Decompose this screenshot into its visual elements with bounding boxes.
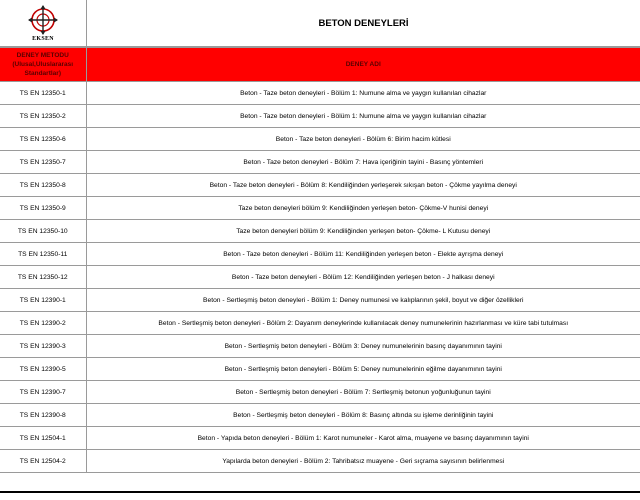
test-method-cell[interactable]: TS EN 12504-1 <box>0 427 86 450</box>
test-method-cell[interactable]: TS EN 12504-2 <box>0 450 86 473</box>
test-name-cell[interactable]: Yapılarda beton deneyleri - Bölüm 2: Tahribatsız muayene - Geri sıçrama sayısının belirlenmesi <box>86 450 640 473</box>
header-name: DENEY ADI <box>86 48 640 82</box>
table-row <box>0 105 640 128</box>
test-name-cell[interactable]: Beton - Sertleşmiş beton deneyleri - Bölüm 7: Sertleşmiş betonun yoğunluğunun tayini <box>86 381 640 404</box>
table-row <box>0 335 640 358</box>
table-row <box>0 381 640 404</box>
tests-table <box>0 47 640 473</box>
test-method-cell[interactable]: TS EN 12350-2 <box>0 105 86 128</box>
table-row <box>0 289 640 312</box>
table-row <box>0 450 640 473</box>
test-method-cell[interactable]: TS EN 12350-1 <box>0 82 86 105</box>
test-method-cell[interactable]: TS EN 12350-8 <box>0 174 86 197</box>
test-method-cell[interactable]: TS EN 12390-7 <box>0 381 86 404</box>
page-title: BETON DENEYLERİ <box>318 17 409 29</box>
test-name-cell[interactable]: Beton - Sertleşmiş beton deneyleri - Bölüm 2: Dayanım deneylerinde kullanılacak deney numunelerinin hazırlanması ve küre tabi tutulması <box>86 312 640 335</box>
test-method-cell[interactable]: TS EN 12350-9 <box>0 197 86 220</box>
test-method-cell[interactable]: TS EN 12350-11 <box>0 243 86 266</box>
title-row <box>0 0 640 47</box>
test-method-cell[interactable]: TS EN 12350-6 <box>0 128 86 151</box>
test-name-cell[interactable]: Beton - Sertleşmiş beton deneyleri - Bölüm 8: Basınç altında su işleme derinliğinin tayini <box>86 404 640 427</box>
table-row <box>0 82 640 105</box>
table-row <box>0 404 640 427</box>
table-row <box>0 197 640 220</box>
test-method-cell[interactable]: TS EN 12390-5 <box>0 358 86 381</box>
test-name-cell[interactable]: Beton - Taze beton deneyleri - Bölüm 1: Numune alma ve yaygın kullanılan cihazlar <box>86 82 640 105</box>
test-method-cell[interactable]: TS EN 12350-12 <box>0 266 86 289</box>
header-method <box>0 48 86 82</box>
test-method-cell[interactable]: TS EN 12390-3 <box>0 335 86 358</box>
table-row <box>0 266 640 289</box>
header-method-line3: Standartlar) <box>24 70 61 77</box>
table-header-row <box>0 48 640 82</box>
test-name-cell[interactable]: Beton - Sertleşmiş beton deneyleri - Bölüm 5: Deney numunelerinin eğilme dayanımının tayini <box>86 358 640 381</box>
test-name-cell[interactable]: Taze beton deneyleri bölüm 9: Kendiliğinden yerleşen beton- Çökme-V hunisi deneyi <box>86 197 640 220</box>
bottom-border <box>0 491 640 493</box>
table-row <box>0 312 640 335</box>
test-method-cell[interactable]: TS EN 12350-10 <box>0 220 86 243</box>
header-method-line1: DENEY METODU <box>16 52 69 59</box>
table-row <box>0 220 640 243</box>
table-row <box>0 174 640 197</box>
test-method-cell[interactable]: TS EN 12390-1 <box>0 289 86 312</box>
test-name-cell[interactable]: Taze beton deneyleri bölüm 9: Kendiliğinden yerleşen beton- Çökme- L Kutusu deneyi <box>86 220 640 243</box>
test-method-cell[interactable]: TS EN 12390-2 <box>0 312 86 335</box>
eksen-logo-icon <box>28 5 58 35</box>
table-row <box>0 128 640 151</box>
test-name-cell[interactable]: Beton - Taze beton deneyleri - Bölüm 12: Kendiliğinden yerleşen beton - J halkası deneyi <box>86 266 640 289</box>
table-row <box>0 243 640 266</box>
test-method-cell[interactable]: TS EN 12350-7 <box>0 151 86 174</box>
test-name-cell[interactable]: Beton - Sertleşmiş beton deneyleri - Bölüm 1: Deney numunesi ve kalıplarının şekil, boyut ve diğer özellikleri <box>86 289 640 312</box>
test-name-cell[interactable]: Beton - Taze beton deneyleri - Bölüm 8: Kendiliğinden yerleşerek sıkışan beton - Çökme yayılma deneyi <box>86 174 640 197</box>
table-row <box>0 358 640 381</box>
test-name-cell[interactable]: Beton - Taze beton deneyleri - Bölüm 1: Numune alma ve yaygın kullanılan cihazlar <box>86 105 640 128</box>
header-method-line2: (Ulusal,Uluslararası <box>12 61 74 68</box>
logo-text: EKSEN <box>32 35 54 42</box>
table-row <box>0 151 640 174</box>
test-name-cell[interactable]: Beton - Sertleşmiş beton deneyleri - Bölüm 3: Deney numunelerinin basınç dayanımının tayini <box>86 335 640 358</box>
table-row <box>0 427 640 450</box>
test-name-cell[interactable]: Beton - Taze beton deneyleri - Bölüm 6: Birim hacim kütlesi <box>86 128 640 151</box>
test-name-cell[interactable]: Beton - Taze beton deneyleri - Bölüm 11: Kendiliğinden yerleşen beton - Elekte ayrışma deneyi <box>86 243 640 266</box>
test-name-cell[interactable]: Beton - Yapıda beton deneyleri - Bölüm 1: Karot numuneler - Karot alma, muayene ve basınç dayanımının tayini <box>86 427 640 450</box>
test-name-cell[interactable]: Beton - Taze beton deneyleri - Bölüm 7: Hava içeriğinin tayini - Basınç yöntemleri <box>86 151 640 174</box>
test-method-cell[interactable]: TS EN 12390-8 <box>0 404 86 427</box>
logo <box>0 0 87 46</box>
